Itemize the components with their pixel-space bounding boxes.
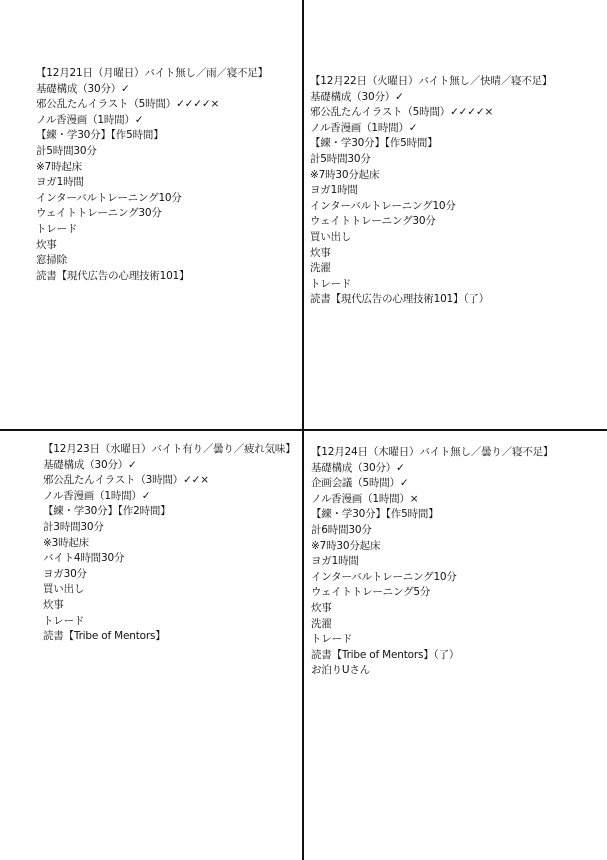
entry-line: 買い出し bbox=[43, 583, 85, 596]
entry-line: 基礎構成（30分）✓ bbox=[43, 458, 137, 471]
entry-line: 窓掃除 bbox=[36, 254, 67, 267]
entry-line: 読書【現代広告の心理技術101】（了） bbox=[310, 293, 489, 306]
diary-entry-dec-22 bbox=[310, 74, 580, 308]
entry-line: インターバルトレーニング10分 bbox=[311, 570, 457, 583]
entry-line: トレード bbox=[311, 633, 353, 646]
entry-line: インターバルトレーニング10分 bbox=[36, 191, 182, 204]
entry-line: 炊事 bbox=[43, 598, 64, 611]
entry-line: トレード bbox=[43, 614, 85, 627]
entry-line: 邪公乱たんイラスト（3時間）✓✓× bbox=[43, 474, 209, 487]
entry-line: トレード bbox=[310, 277, 352, 290]
entry-line: ※7時起床 bbox=[36, 160, 82, 173]
entry-line: 計6時間30分 bbox=[311, 523, 372, 536]
entry-line: 読書【現代広告の心理技術101】 bbox=[36, 269, 190, 282]
entry-line: トレード bbox=[36, 222, 78, 235]
entry-line: 邪公乱たんイラスト（5時間）✓✓✓✓× bbox=[36, 98, 220, 111]
entry-line: 買い出し bbox=[310, 230, 352, 243]
entry-line: 企画会議（5時間）✓ bbox=[311, 477, 409, 490]
entry-line: ヨガ1時間 bbox=[36, 176, 84, 189]
entry-line: 読書【Tribe of Mentors】 bbox=[43, 630, 166, 643]
diary-entry-dec-24 bbox=[311, 445, 581, 679]
entry-line: ヨガ1時間 bbox=[311, 555, 359, 568]
entry-header: 【12月24日（木曜日）バイト無し／曇り／寝不足】 bbox=[311, 446, 554, 458]
entry-line: 邪公乱たんイラスト（5時間）✓✓✓✓× bbox=[310, 106, 494, 119]
entry-line: ※3時起床 bbox=[43, 536, 89, 549]
entry-header: 【12月22日（火曜日）バイト無し／快晴／寝不足】 bbox=[310, 75, 553, 87]
entry-line: 基礎構成（30分）✓ bbox=[311, 461, 405, 474]
entry-line: 炊事 bbox=[36, 238, 57, 251]
entry-line: ウェイトトレーニング30分 bbox=[36, 207, 162, 220]
entry-line: ノル香漫画（1時間）× bbox=[311, 492, 419, 505]
entry-line: 計5時間30分 bbox=[310, 152, 371, 165]
entry-line: お泊りUさん bbox=[311, 664, 370, 677]
entry-line: 洗濯 bbox=[310, 262, 331, 275]
entry-line: ヨガ30分 bbox=[43, 567, 87, 580]
entry-line: 【練・学30分】【作5時間】 bbox=[36, 129, 164, 142]
entry-line: 【練・学30分】【作5時間】 bbox=[311, 508, 439, 521]
entry-line: ※7時30分起床 bbox=[310, 168, 380, 181]
entry-line: 計3時間30分 bbox=[43, 520, 104, 533]
diary-entry-dec-23 bbox=[43, 442, 313, 645]
entry-header: 【12月23日（水曜日）バイト有り／曇り／疲れ気味】 bbox=[43, 443, 296, 455]
entry-line: 炊事 bbox=[310, 246, 331, 259]
entry-line: 基礎構成（30分）✓ bbox=[310, 90, 404, 103]
entry-line: バイト4時間30分 bbox=[43, 552, 125, 565]
horizontal-divider bbox=[0, 429, 607, 431]
entry-line: 基礎構成（30分）✓ bbox=[36, 82, 130, 95]
entry-line: ノル香漫画（1時間）✓ bbox=[36, 113, 144, 126]
entry-line: インターバルトレーニング10分 bbox=[310, 199, 456, 212]
entry-line: 炊事 bbox=[311, 601, 332, 614]
entry-line: 【練・学30分】【作2時間】 bbox=[43, 505, 171, 518]
entry-line: ノル香漫画（1時間）✓ bbox=[310, 121, 418, 134]
diary-entry-dec-21 bbox=[36, 66, 306, 284]
entry-header: 【12月21日（月曜日）バイト無し／雨／寝不足】 bbox=[36, 67, 268, 79]
entry-line: ヨガ1時間 bbox=[310, 184, 358, 197]
entry-line: 読書【Tribe of Mentors】（了） bbox=[311, 648, 460, 661]
entry-line: 【練・学30分】【作5時間】 bbox=[310, 137, 438, 150]
entry-line: ウェイトトレーニング5分 bbox=[311, 586, 431, 599]
entry-line: 洗濯 bbox=[311, 617, 332, 630]
entry-line: ウェイトトレーニング30分 bbox=[310, 215, 436, 228]
entry-line: ※7時30分起床 bbox=[311, 539, 381, 552]
entry-line: 計5時間30分 bbox=[36, 144, 97, 157]
entry-line: ノル香漫画（1時間）✓ bbox=[43, 489, 151, 502]
